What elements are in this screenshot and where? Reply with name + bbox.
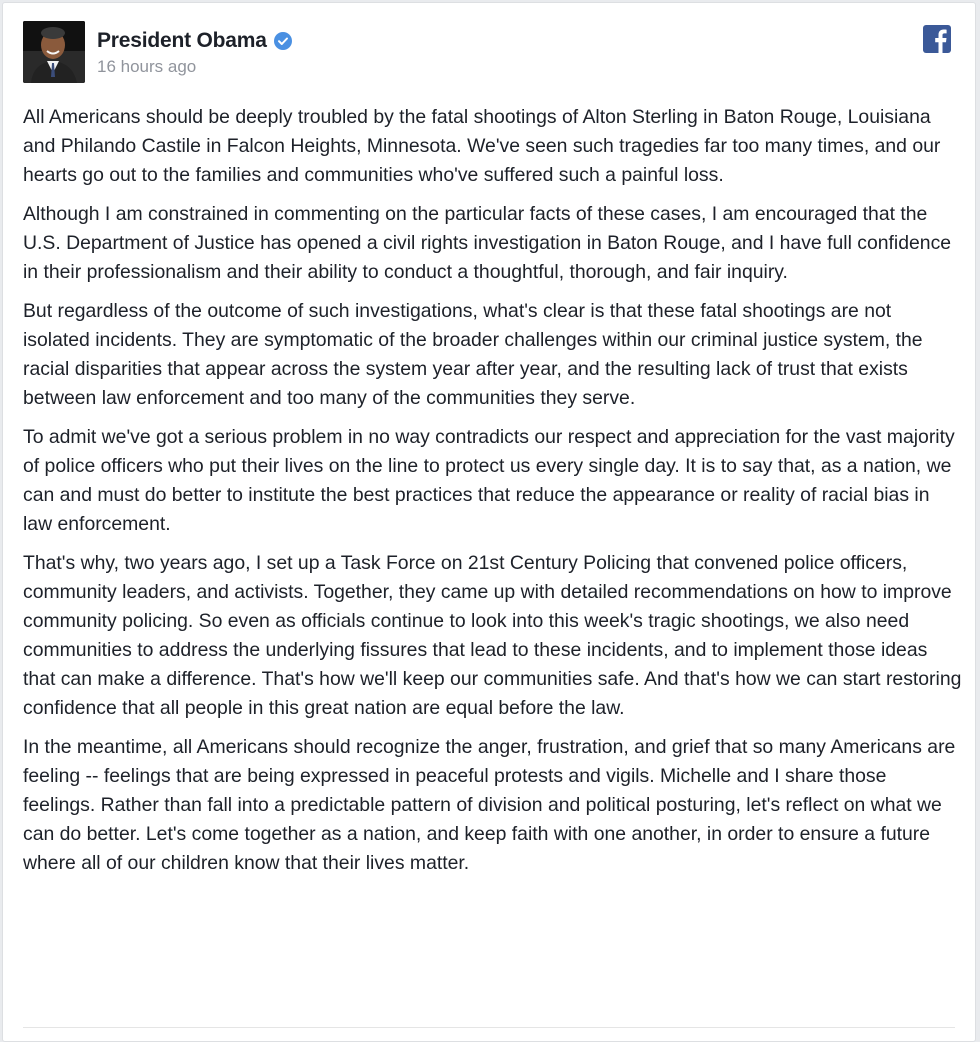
author-row bbox=[97, 29, 292, 53]
avatar[interactable] bbox=[23, 21, 85, 83]
post-divider bbox=[23, 1027, 955, 1028]
post-paragraph: That's why, two years ago, I set up a Task Force on 21st Century Policing that convened police officers, community leaders, and activists. Together, they came up with detailed recommendations on how to improve community policing. So even as officials continue to look into this week's tragic shootings, we also need communities to address the underlying fissures that lead to these incidents, and to implement those ideas that can make a difference. That's how we'll keep our communities safe. And that's how we can start restoring confidence that all people in this great nation are equal before the law. bbox=[23, 552, 962, 719]
post-meta bbox=[97, 21, 292, 77]
author-name[interactable]: President Obama bbox=[97, 29, 267, 52]
post-paragraph: But regardless of the outcome of such investigations, what's clear is that these fatal shootings are not isolated incidents. They are symptomatic of the broader challenges within our criminal justice system, the racial disparities that appear across the system year after year, and the resulting lack of trust that exists between law enforcement and too many of the communities they serve. bbox=[23, 300, 923, 409]
post-paragraph: In the meantime, all Americans should recognize the anger, frustration, and grief that so many Americans are feeling -- feelings that are being expressed in peaceful protests and vigils. Michelle and I share those feelings. Rather than fall into a predictable pattern of division and political posturing, let's reflect on what we can do better. Let's come together as a nation, and keep faith with one another, in order to ensure a future where all of our children know that their lives matter. bbox=[23, 736, 956, 874]
post-header bbox=[23, 21, 292, 85]
post-paragraph: Although I am constrained in commenting on the particular facts of these cases, I am encouraged that the U.S. Department of Justice has opened a civil rights investigation in Baton Rouge, and I have full confidence in their professionalism and their ability to conduct a thoughtful, thorough, and fair inquiry. bbox=[23, 203, 952, 283]
post-paragraph: To admit we've got a serious problem in no way contradicts our respect and appreciation for the vast majority of police officers who put their lives on the line to protect us every single day. It is to say that, as a nation, we can and must do better to institute the best practices that reduce the appearance or reality of racial bias in law enforcement. bbox=[23, 426, 955, 535]
avatar-icon bbox=[23, 21, 85, 83]
verified-badge-icon bbox=[274, 32, 292, 50]
post-timestamp[interactable]: 16 hours ago bbox=[97, 57, 197, 76]
post-body bbox=[23, 103, 963, 888]
post-card bbox=[2, 2, 976, 1042]
post-paragraph: All Americans should be deeply troubled by the fatal shootings of Alton Sterling in Baton Rouge, Louisiana and Philando Castile in Falcon Heights, Minnesota. We've seen such tragedies far too many times, and our hearts go out to the families and communities who've suffered such a painful loss. bbox=[23, 106, 941, 186]
facebook-icon[interactable] bbox=[923, 25, 951, 53]
